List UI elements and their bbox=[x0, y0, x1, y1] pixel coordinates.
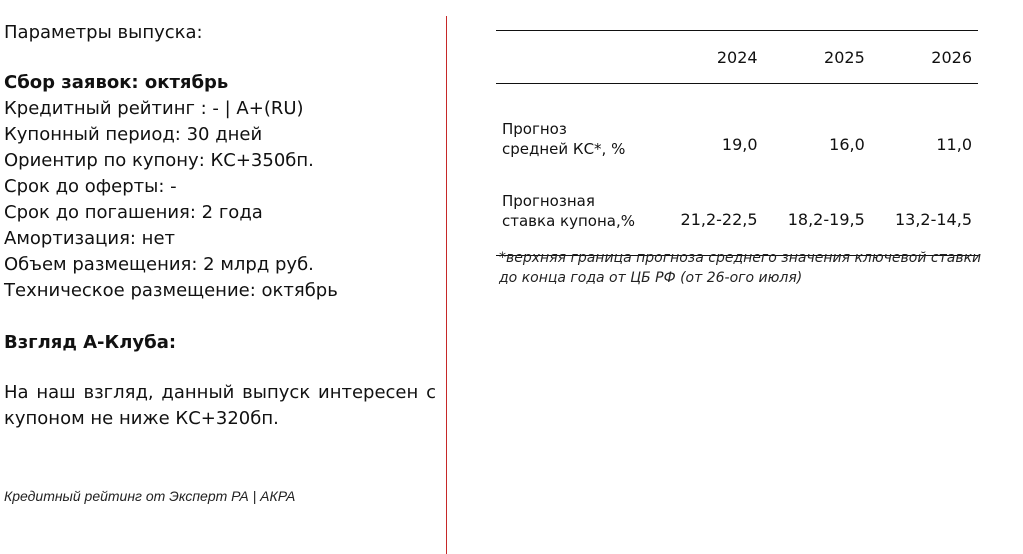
table-cell: 19,0 bbox=[721, 135, 758, 154]
param-maturity: Срок до погашения: 2 года bbox=[4, 202, 263, 223]
params-heading: Параметры выпуска: bbox=[4, 22, 203, 43]
table-cell: 18,2-19,5 bbox=[764, 159, 871, 256]
table-cell: 13,2-14,5 bbox=[871, 159, 978, 256]
header-year: 2024 bbox=[656, 31, 763, 84]
issue-parameters-section bbox=[4, 20, 436, 432]
row-label bbox=[496, 159, 656, 256]
table-cell: 16,0 bbox=[829, 135, 865, 154]
table-cell: 11,0 bbox=[936, 135, 972, 154]
param-offer-term: Срок до оферты: - bbox=[4, 176, 177, 197]
param-book-building: Сбор заявок: октябрь bbox=[4, 72, 229, 93]
param-coupon-guidance: Ориентир по купону: КС+350бп. bbox=[4, 150, 314, 171]
view-text: На наш взгляд, данный выпуск интересен с купоном не ниже КС+320бп. bbox=[4, 382, 436, 429]
row-label bbox=[496, 84, 656, 160]
param-credit-rating: Кредитный рейтинг : - | A+(RU) bbox=[4, 98, 304, 119]
row-label-line: ставка купона,% bbox=[502, 212, 635, 230]
param-issue-volume: Объем размещения: 2 млрд руб. bbox=[4, 254, 314, 275]
vertical-divider bbox=[446, 16, 447, 554]
view-heading: Взгляд А-Клуба: bbox=[4, 332, 177, 353]
param-coupon-period: Купонный период: 30 дней bbox=[4, 124, 263, 145]
param-amortization: Амортизация: нет bbox=[4, 228, 176, 249]
table-row bbox=[496, 159, 978, 256]
row-label-line: средней КС*, % bbox=[502, 140, 626, 158]
params-list bbox=[4, 70, 436, 304]
key-rate-footnote: *верхняя граница прогноза среднего значения ключевой ставки до конца года от ЦБ РФ (от 26-ого июля) bbox=[499, 250, 982, 286]
table-cell: 21,2-22,5 bbox=[656, 159, 763, 256]
header-year: 2025 bbox=[764, 31, 871, 84]
header-empty bbox=[496, 31, 656, 84]
rating-source-note: Кредитный рейтинг от Эксперт РА | АКРА bbox=[4, 488, 296, 504]
header-year: 2026 bbox=[871, 31, 978, 84]
row-label-line: Прогнозная bbox=[502, 192, 595, 210]
table-header-row bbox=[496, 31, 978, 84]
param-technical-placement: Техническое размещение: октябрь bbox=[4, 280, 338, 301]
forecast-table bbox=[496, 30, 978, 256]
table-row bbox=[496, 84, 978, 160]
row-label-line: Прогноз bbox=[502, 120, 567, 138]
